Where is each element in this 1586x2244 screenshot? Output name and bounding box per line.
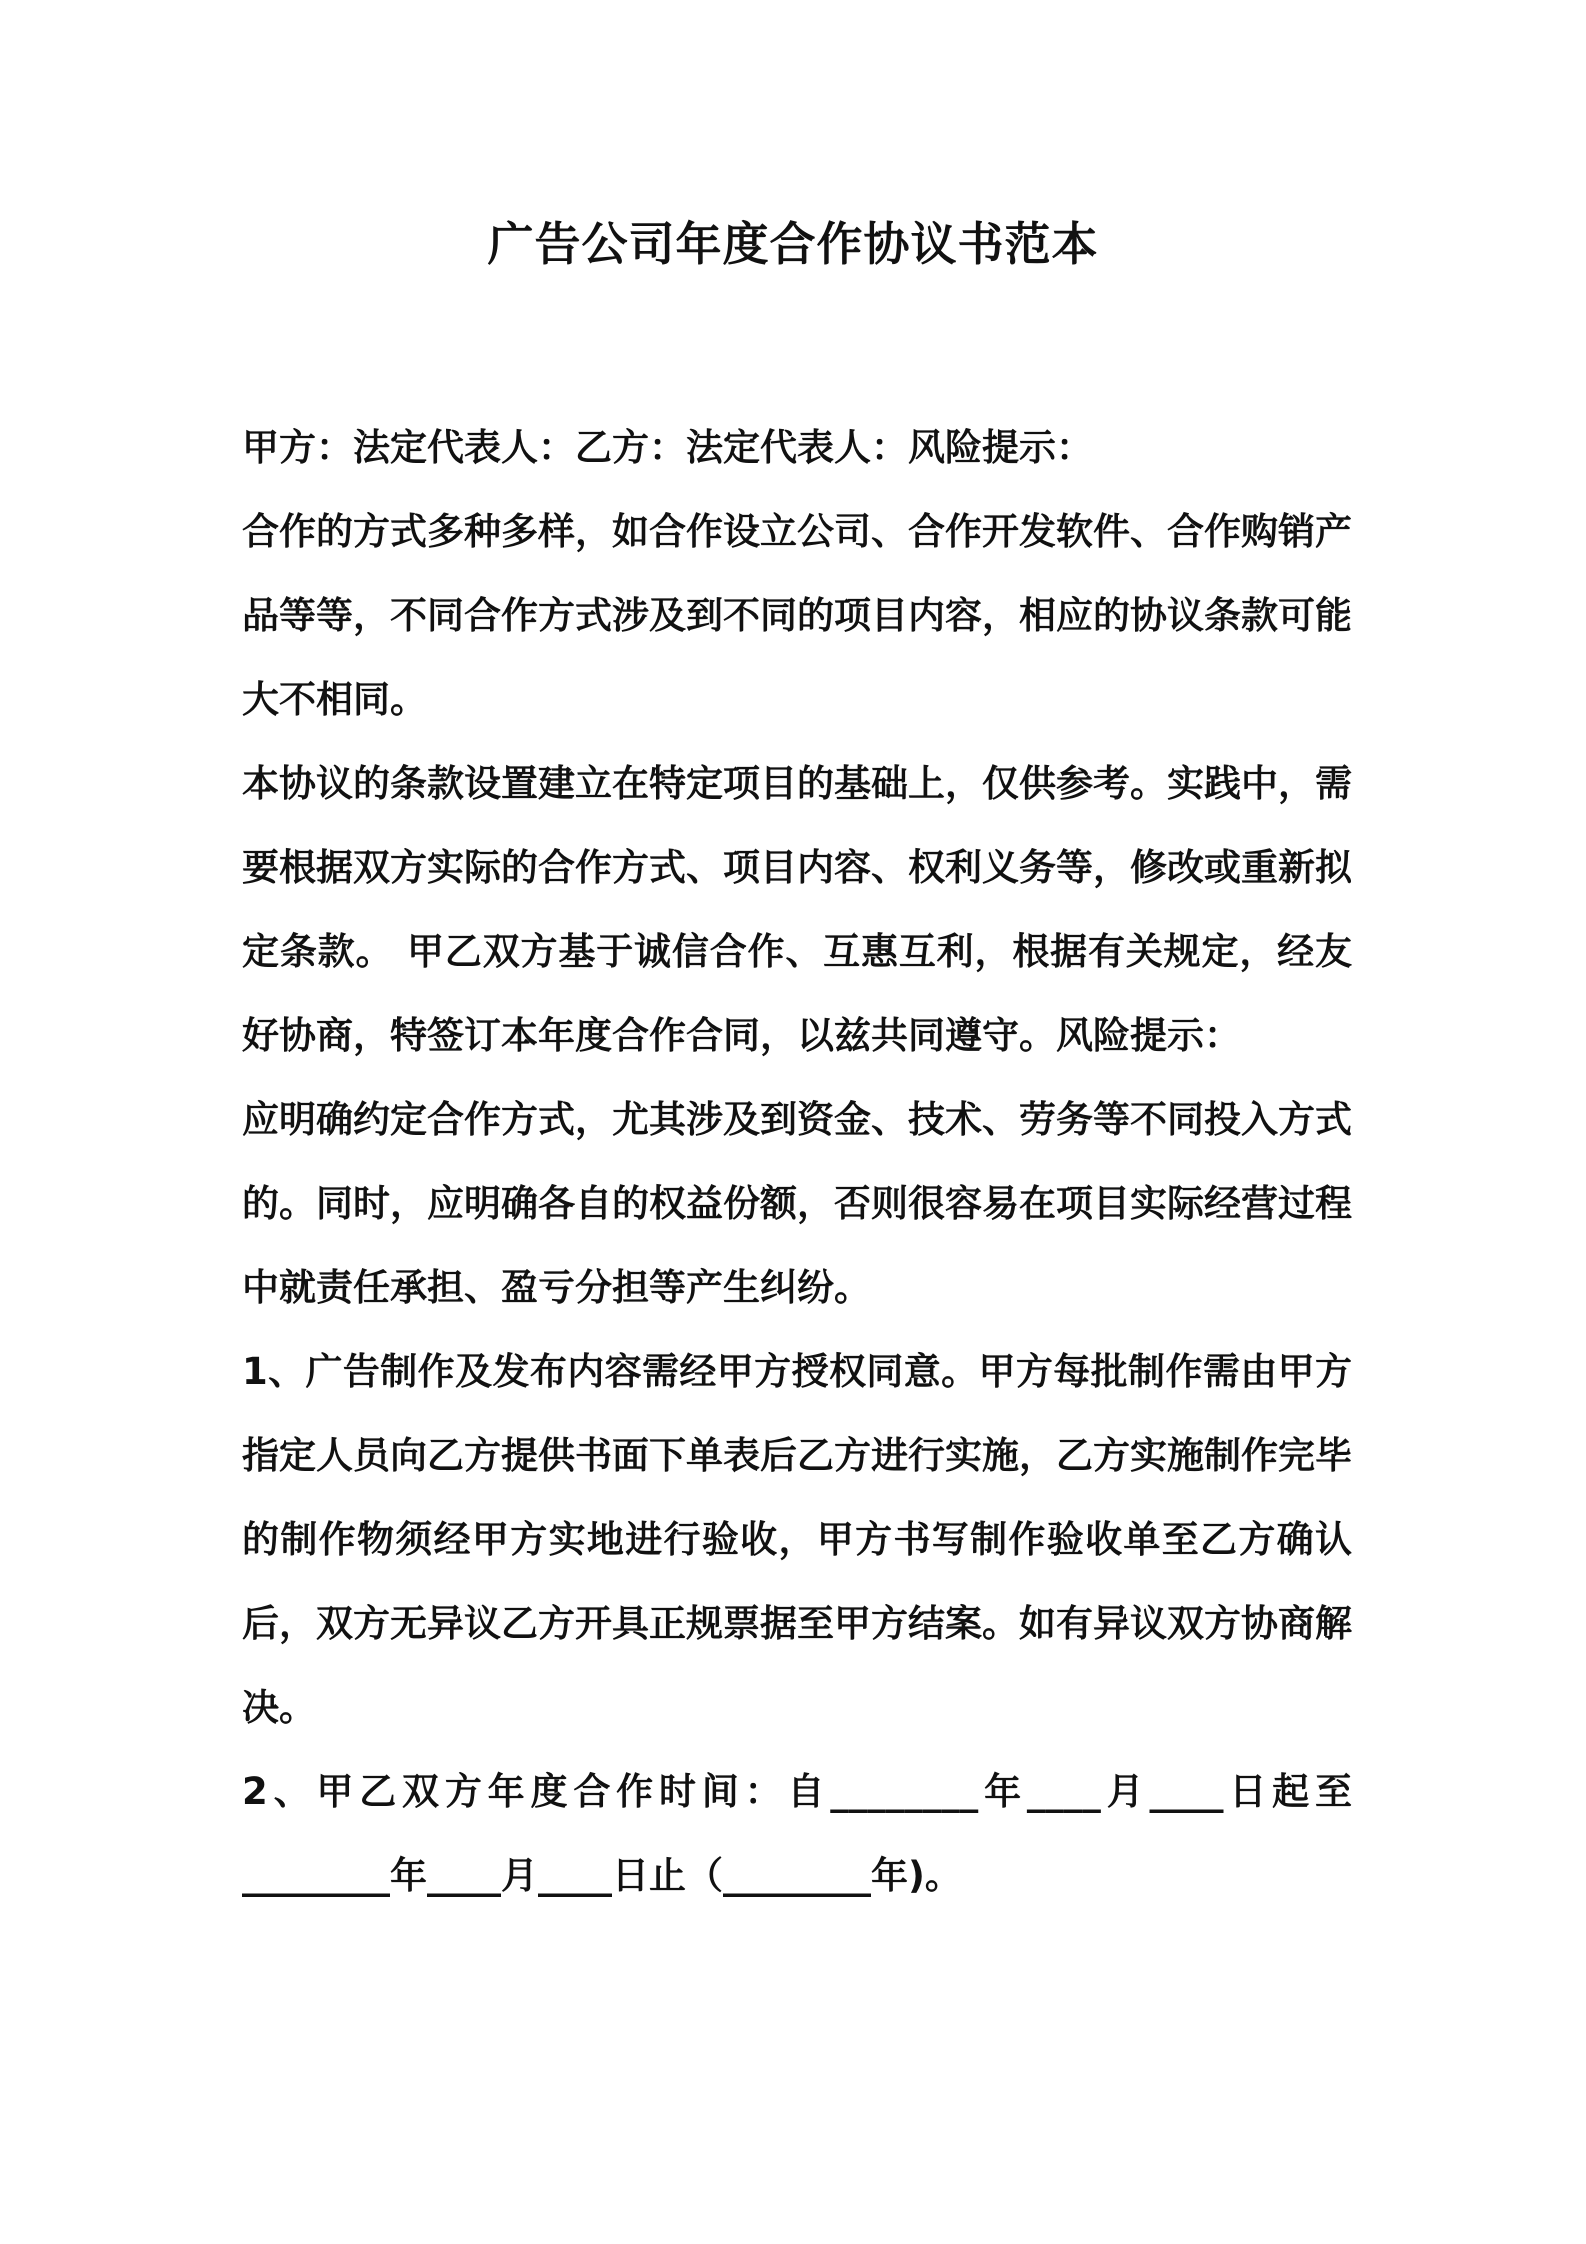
paragraph-risk-notice: 应明确约定合作方式，尤其涉及到资金、技术、劳务等不同投入方式的。同时，应明确各自的权益份额，否则很容易在项目实际经营过程中就责任承担、盈亏分担等产生纠纷。	[242, 1098, 1352, 1309]
document-body	[242, 406, 1352, 1918]
paragraph-parties: 甲方：法定代表人：乙方：法定代表人：风险提示：	[242, 426, 1093, 469]
paragraph-cooperation-methods: 合作的方式多种多样，如合作设立公司、合作开发软件、合作购销产品等等，不同合作方式涉及到不同的项目内容，相应的协议条款可能大不相同。	[242, 510, 1352, 721]
clause-1: 1、广告制作及发布内容需经甲方授权同意。甲方每批制作需由甲方指定人员向乙方提供书面下单表后乙方进行实施，乙方实施制作完毕的制作物须经甲方实地进行验收，甲方书写制作验收单至乙方确认后，双方无异议乙方开具正规票据至甲方结案。如有异议双方协商解决。	[242, 1350, 1352, 1729]
clause-2: 2、甲乙双方年度合作时间：自________年____月____日起至________年____月____日止（________年)。	[242, 1770, 1352, 1897]
document-title: 广告公司年度合作协议书范本	[487, 217, 1099, 271]
paragraph-agreement-basis: 本协议的条款设置建立在特定项目的基础上，仅供参考。实践中，需要根据双方实际的合作方式、项目内容、权利义务等，修改或重新拟定条款。 甲乙双方基于诚信合作、互惠互利，根据有关规定，经友好协商，特签订本年度合作合同，以兹共同遵守。风险提示：	[242, 762, 1352, 1057]
